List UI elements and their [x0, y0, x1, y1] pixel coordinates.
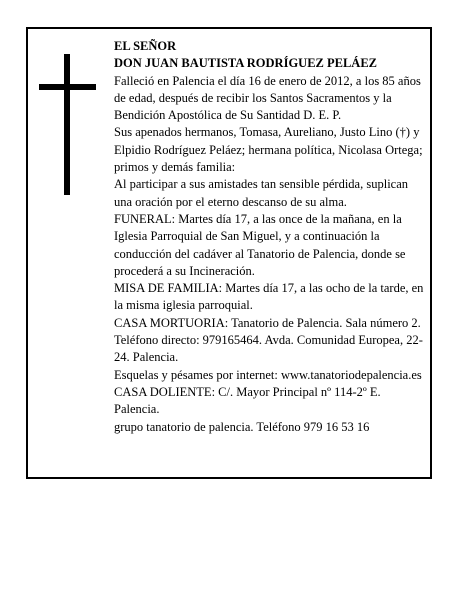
cross-icon — [64, 54, 70, 195]
funeral-info: FUNERAL: Martes día 17, a las once de la mañana, en la Iglesia Parroquial de San Miguel, y a continuación la conducción del cadáver al Tanatorio de Palencia, donde se procederá a su Incineración. — [114, 211, 406, 278]
obituary-text — [114, 38, 426, 436]
title-line-1: EL SEÑOR — [114, 39, 177, 53]
deceased-name: DON JUAN BAUTISTA RODRÍGUEZ PELÁEZ — [114, 56, 378, 71]
family-home-address: CASA DOLIENTE: C/. Mayor Principal nº 114-2º E. Palencia. — [114, 384, 381, 417]
family-list: Sus apenados hermanos, Tomasa, Aureliano, Justo Lino (†) y Elpidio Rodríguez Peláez; hermana política, Nicolasa Ortega; primos y demás familia: — [114, 125, 423, 175]
internet-condolences: Esquelas y pésames por internet: www.tanatoriodepalencia.es — [114, 367, 422, 382]
funeral-home-info: CASA MORTUORIA: Tanatorio de Palencia. Sala número 2. Teléfono directo: 979165464. Avda. Comunidad Europea, 22-24. Palencia. — [114, 315, 423, 365]
cross-icon-bar — [39, 84, 96, 90]
prayer-request: Al participar a sus amistades tan sensible pérdida, suplican una oración por el eterno descanso de su alma. — [114, 177, 409, 209]
death-announcement: Falleció en Palencia el día 16 de enero de 2012, a los 85 años de edad, después de recibir los Santos Sacramentos y la Bendición Apostólica de Su Santidad D. E. P. — [114, 73, 421, 123]
family-mass-info: MISA DE FAMILIA: Martes día 17, a las ocho de la tarde, en la misma iglesia parroquial. — [114, 281, 424, 313]
funeral-group-phone: grupo tanatorio de palencia. Teléfono 979 16 53 16 — [114, 419, 370, 434]
